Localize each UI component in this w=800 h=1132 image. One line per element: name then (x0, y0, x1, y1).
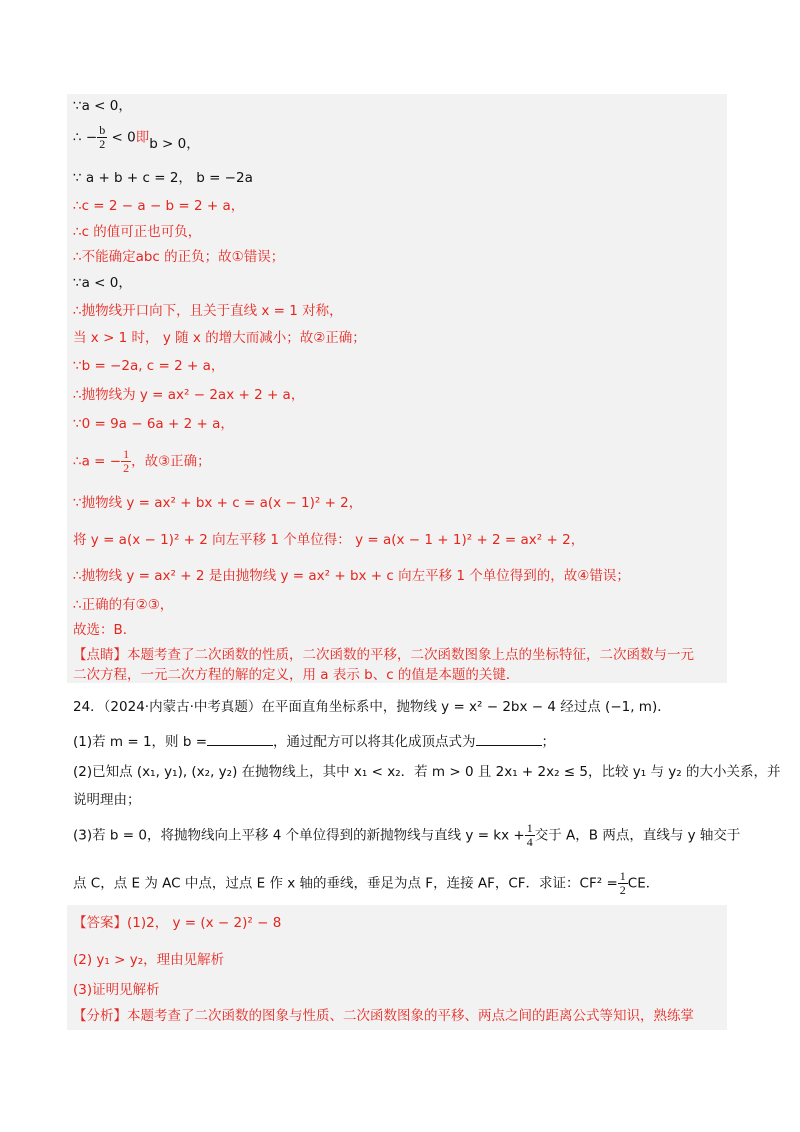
solution-line-15: 将 y = a(x − 1)² + 2 向左平移 1 个单位得： y = a(x − 1 + 1)² + 2 = ax² + 2， (73, 532, 585, 548)
answer-part-1: (1)2， y = (x − 2)² − 8 (127, 915, 282, 931)
solution-line-3: ∵ a + b + c = 2， b = −2a (73, 170, 253, 186)
fraction-b-over-2: $\frac{b}{2}$ (99, 123, 106, 151)
answer-line-1 (73, 913, 281, 933)
comment-line-2: 二次方程，一元二次方程的解的定义，用 a 表示 b、c 的值是本题的关键． (73, 667, 520, 683)
part-3-line-2-pre: 点 C，点 E 为 AC 中点，过点 E 作 x 轴的垂线，垂足为点 F，连接 AF，CF．求证：CF² = (73, 875, 618, 892)
solution-line-10: ∵b = −2a, c = 2 + a， (73, 358, 225, 374)
solution-line-6: ∴不能确定abc 的正负；故①错误； (73, 249, 285, 265)
fraction-one-half: $\frac{1}{2}$ (123, 447, 130, 475)
question-24-part-2-line-1: (2)已知点 (x₁, y₁), (x₂, y₂) 在抛物线上，其中 x₁ < x₂．若 m > 0 且 2x₁ + 2x₂ ≤ 5，比较 y₁ 与 y₂ 的大小关系，并 (73, 764, 781, 780)
solution-line-14: ∵抛物线 y = ax² + bx + c = a(x − 1)² + 2， (73, 495, 363, 511)
solution-line-13 (73, 448, 211, 475)
solution-line-13-pre: ∴a = − (73, 453, 122, 470)
question-24-header: 24．（2024·内蒙古·中考真题）在平面直角坐标系中，抛物线 y = x² − 2bx − 4 经过点 (−1, m)． (73, 699, 671, 715)
solution-line-17: ∴正确的有②③， (73, 597, 174, 613)
solution-line-8: ∴抛物线开口向下，且关于直线 x = 1 对称， (73, 303, 343, 319)
fraction-one-quarter: $\frac{1}{4}$ (526, 821, 533, 849)
analysis-text: 本题考查了二次函数的图象与性质、二次函数图象的平移、两点之间的距离公式等知识，熟练掌 (127, 1008, 694, 1024)
question-24-part-1 (73, 731, 555, 752)
part-1-post: ； (541, 734, 556, 750)
solution-line-11: ∴抛物线为 y = ax² − 2ax + 2 + a， (73, 387, 305, 403)
part-3-line-2-post: CE． (627, 875, 660, 892)
comment-line-1 (73, 645, 694, 665)
comment-text-1: 本题考查了二次函数的性质，二次函数的平移，二次函数图象上点的坐标特征，二次函数与一元 (127, 647, 694, 663)
solution-line-2-ji: 即 (135, 129, 150, 146)
answer-blank-b (207, 731, 273, 746)
answer-line-2: (2) y₁ > y₂，理由见解析 (73, 952, 225, 968)
part-3-line-1-pre: (3)若 b = 0，将抛物线向上平移 4 个单位得到的新抛物线与直线 y = kx + (73, 827, 525, 844)
analysis-tag: 【分析】 (73, 1008, 127, 1024)
answer-tag: 【答案】 (73, 915, 127, 931)
part-1-pre: (1)若 m = 1，则 b = (73, 734, 208, 750)
solution-line-9: 当 x > 1 时， y 随 x 的增大而减小；故②正确； (73, 330, 366, 346)
question-24-part-2-line-2: 说明理由； (73, 792, 141, 808)
solution-line-12: ∵0 = 9a − 6a + 2 + a， (73, 416, 234, 432)
part-1-mid: ，通过配方可以将其化成顶点式为 (273, 734, 476, 750)
solution-line-13-post: ，故③正确； (131, 453, 211, 470)
solution-line-2-mid: < 0 (107, 129, 136, 146)
analysis-line (73, 1006, 694, 1026)
solution-line-18: 故选：B． (73, 622, 137, 638)
solution-line-5: ∴c 的值可正也可负， (73, 224, 202, 240)
solution-line-2-post: b > 0， (149, 135, 200, 152)
fraction-one-half-ce: $\frac{1}{2}$ (619, 869, 626, 897)
comment-tag: 【点睛】 (73, 647, 127, 663)
solution-line-1: ∵a < 0， (73, 98, 132, 114)
solution-line-16: ∴抛物线 y = ax² + 2 是由抛物线 y = ax² + bx + c 向左平移 1 个单位得到的，故④错误； (73, 568, 630, 584)
question-24-part-3-line-2 (73, 870, 659, 897)
part-3-line-1-post: 交于 A，B 两点，直线与 y 轴交于 (534, 827, 741, 844)
solution-line-2-pre: ∴ − (73, 129, 98, 146)
solution-line-7: ∵a < 0， (73, 275, 132, 291)
question-24-part-3-line-1 (73, 822, 740, 849)
solution-line-2 (73, 124, 200, 151)
answer-line-3: (3)证明见解析 (73, 982, 160, 998)
answer-blank-vertex-form (476, 731, 542, 746)
solution-line-4: ∴c = 2 − a − b = 2 + a， (73, 198, 245, 214)
